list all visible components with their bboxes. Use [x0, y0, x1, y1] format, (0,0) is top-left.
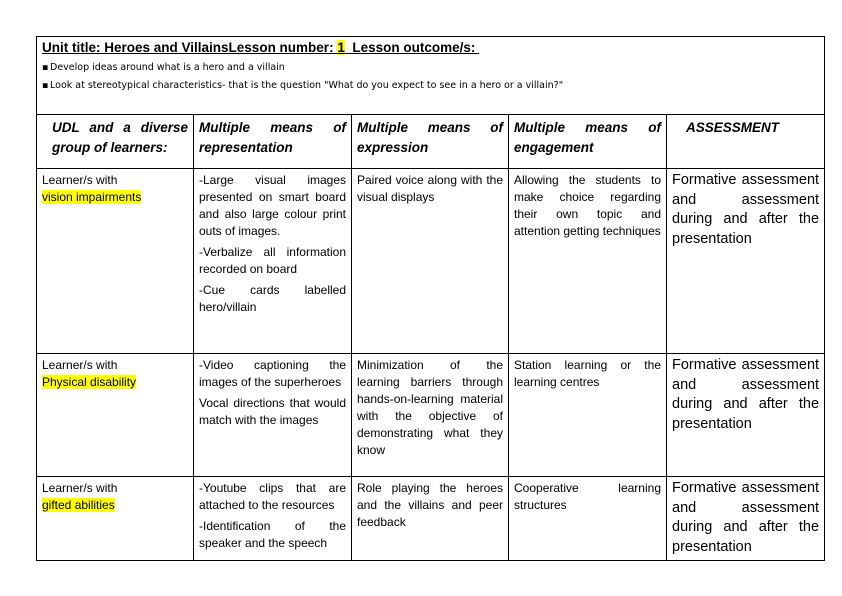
header-expression: Multiple means of expression	[352, 115, 509, 169]
lesson-outcome-label: Lesson outcome/s:	[344, 40, 480, 55]
expression-cell: Paired voice along with the visual displays	[352, 169, 509, 354]
header-row	[37, 115, 825, 169]
learner-type: gifted abilities	[42, 498, 115, 512]
header-assessment: ASSESSMENT	[667, 115, 825, 169]
bullet-icon: ▪	[42, 80, 49, 91]
assessment-cell: Formative assessment and assessment during and after the presentation	[667, 477, 825, 561]
header-udl: UDL and a diverse group of learners:	[37, 115, 194, 169]
learner-cell: Learner/s with gifted abilities	[37, 477, 194, 561]
lesson-number: 1	[337, 40, 345, 55]
expression-cell: Minimization of the learning barriers through hands-on-learning material with the objective of demonstrating what they know	[352, 354, 509, 477]
assessment-cell: Formative assessment and assessment during and after the presentation	[667, 354, 825, 477]
learner-cell: Learner/s with Physical disability	[37, 354, 194, 477]
lesson-number-label: Lesson number:	[228, 40, 338, 55]
engagement-cell: Station learning or the learning centres	[509, 354, 667, 477]
header-engagement: Multiple means of engagement	[509, 115, 667, 169]
table-row	[37, 354, 825, 477]
assessment-cell: Formative assessment and assessment during and after the presentation	[667, 169, 825, 354]
outcome-bullet: ▪ Look at stereotypical characteristics- that is the question "What do you expect to see in a hero or a villain?"	[42, 80, 564, 91]
header-representation: Multiple means of representation	[194, 115, 352, 169]
bullet-icon: ▪	[42, 62, 49, 73]
lesson-plan-document	[36, 36, 824, 561]
representation-cell: -Video captioning the images of the superheroes Vocal directions that would match with the images	[194, 354, 352, 477]
representation-cell: -Youtube clips that are attached to the resources -Identification of the speaker and the speech	[194, 477, 352, 561]
table-row	[37, 169, 825, 354]
unit-title: Unit title: Heroes and Villains	[42, 40, 229, 55]
title-cell	[37, 37, 825, 115]
expression-cell: Role playing the heroes and the villains and peer feedback	[352, 477, 509, 561]
engagement-cell: Cooperative learning structures	[509, 477, 667, 561]
udl-table	[36, 36, 825, 561]
representation-cell: -Large visual images presented on smart board and also large colour print outs of images. -Verbalize all information recorded on board -Cue cards labelled hero/villain	[194, 169, 352, 354]
engagement-cell: Allowing the students to make choice regarding their own topic and attention getting techniques	[509, 169, 667, 354]
title-line	[42, 39, 819, 57]
table-row	[37, 477, 825, 561]
outcome-bullet: ▪ Develop ideas around what is a hero and a villain	[42, 62, 285, 73]
learner-type: vision impairments	[42, 190, 142, 204]
learner-type: Physical disability	[42, 375, 137, 389]
learner-cell: Learner/s with vision impairments	[37, 169, 194, 354]
